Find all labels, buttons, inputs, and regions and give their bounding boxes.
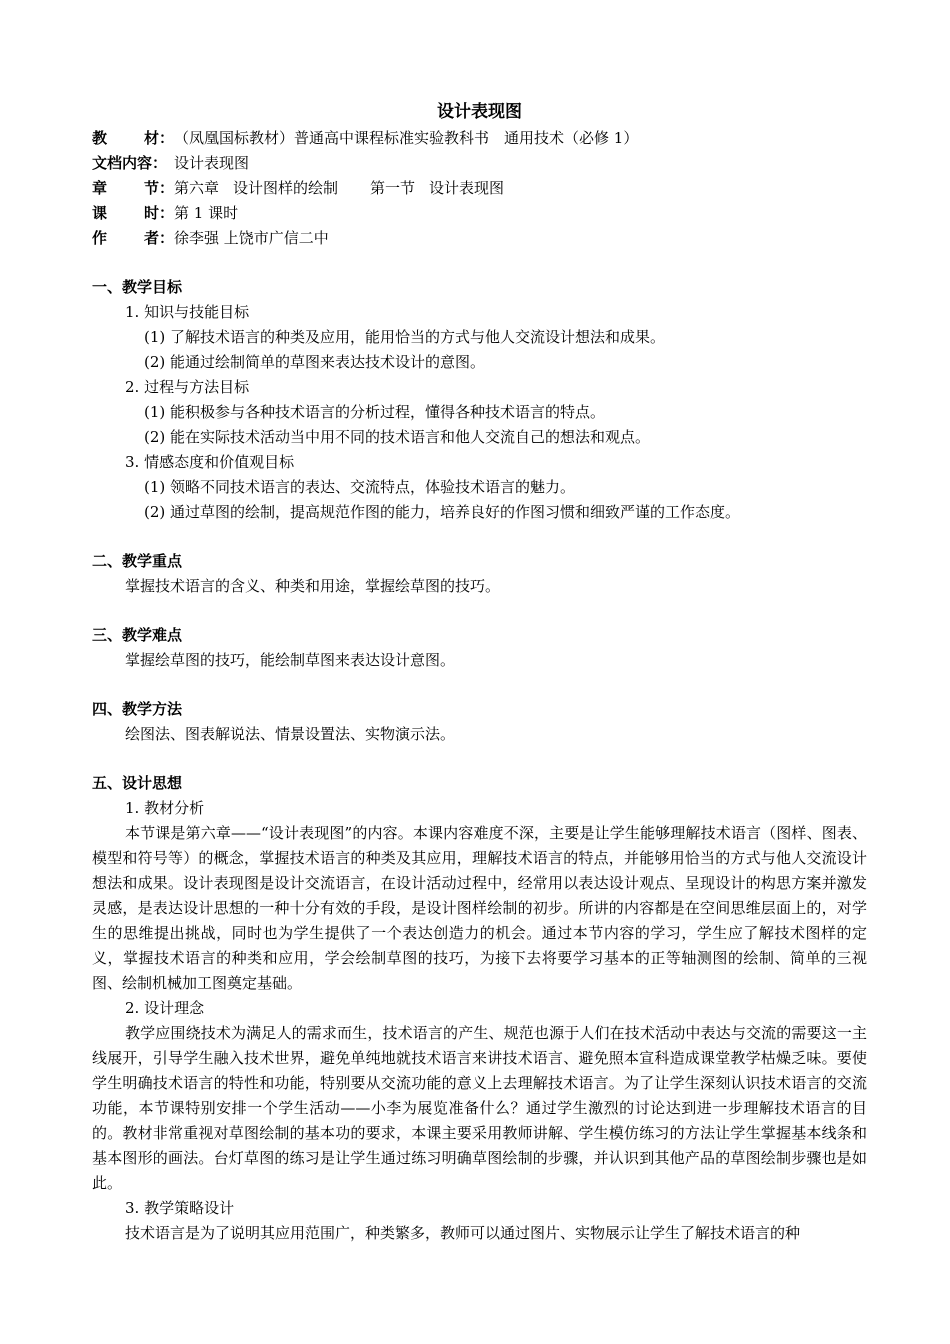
meta-value: （凤凰国标教材）普通高中课程标准实验教科书 通用技术（必修 1） [174, 129, 639, 147]
meta-label: 文档内容： [92, 154, 168, 172]
subsection-heading: 3. 教学策略设计 [125, 1199, 235, 1217]
meta-label [92, 176, 174, 201]
section-text: 掌握绘草图的技巧，能绘制草图来表达设计意图。 [125, 651, 456, 669]
meta-value [174, 176, 504, 201]
meta-label-char: 者： [143, 229, 174, 247]
meta-label-char: 材： [143, 129, 174, 147]
meta-author [92, 226, 867, 251]
subsection-heading: 1. 教材分析 [125, 799, 205, 817]
section-name: 设计表现图 [429, 179, 505, 197]
section-heading: 三、教学难点 [92, 626, 183, 644]
chapter-name: 设计图样的绘制 [233, 179, 339, 197]
section-text: 掌握技术语言的含义、种类和用途，掌握绘草图的技巧。 [125, 577, 501, 595]
meta-label [92, 126, 174, 151]
document-title: 设计表现图 [437, 102, 522, 122]
list-item: (2) 通过草图的绘制，提高规范作图的能力，培养良好的作图习惯和细致严谨的工作态度。 [144, 503, 741, 521]
meta-value: 第 1 课时 [174, 204, 239, 222]
meta-value: 徐李强 上饶市广信二中 [174, 229, 329, 247]
section-heading: 一、教学目标 [92, 278, 183, 296]
body-paragraph: 本节课是第六章——“设计表现图”的内容。本课内容难度不深，主要是让学生能够理解技术语言（图样、图表、模型和符号等）的概念，掌握技术语言的种类及其应用，理解技术语言的特点，并能够用恰当的方式与他人交流设计想法和成果。设计表现图是设计交流语言，在设计活动过程中，经常用以表达设计观点、呈现设计的构思方案并激发灵感，是表达设计思想的一种十分有效的手段，是设计图样绘制的初步。所讲的内容都是在空间思维层面上的，对学生的思维提出挑战，同时也为学生提供了一个表达创造力的机会。通过本节内容的学习，学生应了解技术图样的定义，掌握技术语言的种类和应用，学会绘制草图的技巧，为接下去将要学习基本的正等轴测图的绘制、简单的三视图、绘制机械加工图奠定基础。 [92, 824, 867, 992]
meta-value: 设计表现图 [174, 154, 250, 172]
meta-label-char: 教 [92, 129, 108, 147]
meta-period [92, 201, 867, 226]
meta-label-char: 节： [143, 179, 174, 197]
body-paragraph: 技术语言是为了说明其应用范围广，种类繁多，教师可以通过图片、实物展示让学生了解技术语言的种 [125, 1224, 801, 1242]
meta-label-char: 章 [92, 179, 108, 197]
chapter-number: 第六章 [174, 179, 220, 197]
list-item: (1) 能积极参与各种技术语言的分析过程，懂得各种技术语言的特点。 [144, 403, 606, 421]
list-item: (1) 了解技术语言的种类及应用，能用恰当的方式与他人交流设计想法和成果。 [144, 328, 666, 346]
meta-textbook [92, 126, 867, 151]
meta-content [92, 151, 867, 176]
section-heading: 四、教学方法 [92, 700, 183, 718]
section-text: 绘图法、图表解说法、情景设置法、实物演示法。 [125, 725, 456, 743]
body-paragraph: 教学应围绕技术为满足人的需求而生，技术语言的产生、规范也源于人们在技术活动中表达与交流的需要这一主线展开，引导学生融入技术世界，避免单纯地就技术语言来讲技术语言、避免照本宣科造成课堂教学枯燥乏味。要使学生明确技术语言的特性和功能，特别要从交流功能的意义上去理解技术语言。为了让学生深刻认识技术语言的交流功能，本节课特别安排一个学生活动——小李为展览准备什么？通过学生激烈的讨论达到进一步理解技术语言的目的。教材非常重视对草图绘制的基本功的要求，本课主要采用教师讲解、学生模仿练习的方法让学生掌握基本线条和基本图形的画法。台灯草图的练习是让学生通过练习明确草图绘制的步骤，并认识到其他产品的草图绘制步骤也是如此。 [92, 1024, 867, 1192]
document-page [92, 98, 867, 1246]
meta-chapter [92, 176, 867, 201]
subsection-heading: 2. 过程与方法目标 [125, 378, 250, 396]
meta-label-char: 课 [92, 204, 108, 222]
meta-label [92, 226, 174, 251]
list-item: (2) 能在实际技术活动当中用不同的技术语言和他人交流自己的想法和观点。 [144, 428, 651, 446]
section-number: 第一节 [370, 179, 416, 197]
meta-label [92, 201, 174, 226]
list-item: (1) 领略不同技术语言的表达、交流特点，体验技术语言的魅力。 [144, 478, 576, 496]
subsection-heading: 3. 情感态度和价值观目标 [125, 453, 295, 471]
section-heading: 五、设计思想 [92, 774, 183, 792]
section-heading: 二、教学重点 [92, 552, 183, 570]
subsection-heading: 1. 知识与技能目标 [125, 303, 250, 321]
meta-label-char: 时： [143, 204, 174, 222]
list-item: (2) 能通过绘制简单的草图来表达技术设计的意图。 [144, 353, 486, 371]
meta-label-char: 作 [92, 229, 108, 247]
subsection-heading: 2. 设计理念 [125, 999, 205, 1017]
